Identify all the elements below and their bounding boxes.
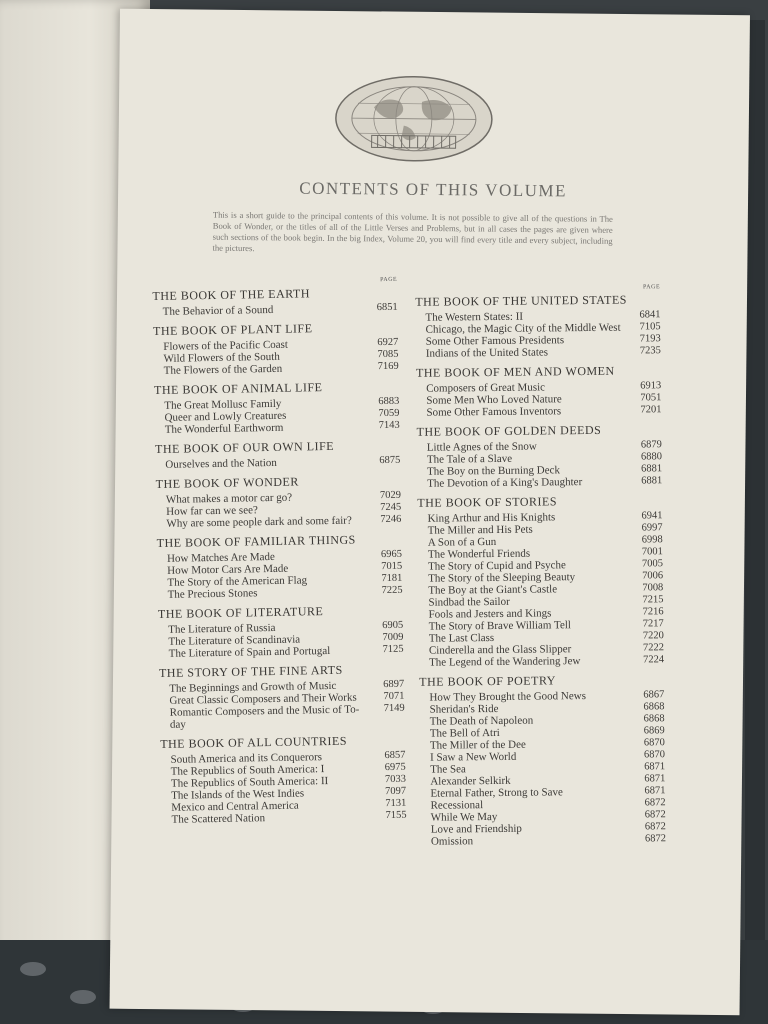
entry-title: How Matches Are Made: [166, 550, 275, 565]
entry-page-number: 7105: [639, 321, 661, 333]
entry-page-number: 6870: [643, 737, 665, 749]
entry-title: The Flowers of the Garden: [163, 362, 283, 377]
entry-page-number: 6883: [378, 395, 400, 408]
entry-title: Fools and Jesters and Kings: [428, 607, 552, 621]
entry-title: Ourselves and the Nation: [165, 456, 277, 471]
entry-title: Eternal Father, Strong to Save: [430, 786, 563, 800]
entry-page-number: 6905: [382, 619, 404, 632]
contents-page: [110, 9, 750, 1016]
entry-title: The Wonderful Earthworm: [164, 421, 284, 436]
entry-page-number: 6881: [640, 463, 663, 475]
contents-section: [157, 532, 403, 601]
contents-section: [154, 379, 400, 436]
entry-page-number: 7246: [380, 513, 402, 526]
entry-page-number: 7216: [642, 606, 664, 618]
entry-page-number: 7051: [640, 392, 662, 404]
section-title: THE BOOK OF GOLDEN DEEDS: [416, 422, 602, 439]
entry-page-number: 7245: [380, 501, 402, 514]
contents-section: [156, 473, 402, 530]
section-title: THE BOOK OF MEN AND WOMEN: [415, 363, 615, 380]
entry-title: The Literature of Russia: [168, 621, 276, 636]
entry-page-number: 6875: [379, 454, 401, 467]
entry-title: The Story of Brave William Tell: [428, 619, 572, 633]
entry-page-number: 6872: [644, 797, 666, 809]
section-title: THE BOOK OF ALL COUNTRIES: [160, 733, 348, 751]
entry-title: Some Men Who Loved Nature: [426, 393, 562, 407]
entry-title: Chicago, the Magic City of the Middle West: [425, 321, 621, 336]
entry-title: Queer and Lowly Creatures: [164, 409, 287, 424]
entry-title: How They Brought the Good News: [429, 690, 587, 704]
entry-title: The Story of the Sleeping Beauty: [428, 571, 576, 585]
page-column-label: PAGE: [642, 284, 661, 291]
section-title: THE BOOK OF ANIMAL LIFE: [153, 380, 323, 398]
section-title: THE BOOK OF OUR OWN LIFE: [154, 438, 335, 457]
entry-page-number: 7125: [382, 643, 404, 656]
entry-title: The Scattered Nation: [171, 812, 266, 826]
entry-page-number: 6857: [384, 749, 406, 762]
entry-page-number: 7059: [378, 407, 400, 420]
section-title: THE BOOK OF WONDER: [155, 474, 299, 492]
entry-page-number: 7215: [642, 594, 664, 606]
contents-entry: [426, 345, 661, 359]
entry-title: Indians of the United States: [425, 346, 549, 360]
entry-title: The Death of Napoleon: [429, 714, 534, 728]
entry-title: The Western States: II: [425, 310, 524, 324]
entry-title: The Tale of a Slave: [426, 452, 513, 466]
entry-page-number: 6997: [641, 522, 663, 534]
contents-entry: [426, 404, 661, 418]
entry-title: The Islands of the West Indies: [171, 787, 305, 802]
contents-entry: [165, 455, 400, 471]
contents-entry: [429, 654, 664, 668]
entry-title: The Story of the American Flag: [167, 574, 308, 589]
entry-title: How Motor Cars Are Made: [167, 562, 289, 577]
section-title: THE BOOK OF FAMILIAR THINGS: [156, 532, 356, 551]
section-title: THE BOOK OF LITERATURE: [157, 604, 324, 622]
entry-title: I Saw a New World: [429, 750, 517, 764]
entry-page-number: 6868: [643, 713, 665, 725]
entry-title: South America and its Conquerors: [170, 751, 323, 766]
entry-page-number: 6965: [380, 548, 403, 561]
entry-title: The Miller of the Dee: [429, 738, 526, 752]
entry-title: Romantic Composers and the Music of To-day: [169, 703, 360, 731]
entry-page-number: 7008: [642, 582, 664, 594]
entry-title: Little Agnes of the Snow: [426, 440, 537, 454]
entry-page-number: 6880: [640, 451, 662, 463]
entry-title: The Beginnings and Growth of Music: [169, 679, 337, 695]
contents-section: [415, 292, 661, 360]
entry-page-number: 7193: [639, 333, 661, 345]
entry-page-number: 6851: [376, 301, 398, 314]
section-title: THE BOOK OF POETRY: [419, 673, 557, 689]
entry-page-number: 7071: [383, 690, 405, 703]
right-column: [415, 284, 666, 854]
section-title: THE BOOK OF THE EARTH: [152, 286, 311, 304]
contents-entry: [427, 475, 662, 489]
contents-entry: [170, 703, 405, 731]
entry-page-number: 7029: [379, 489, 402, 502]
entry-title: The Sea: [430, 763, 466, 776]
entry-title: The Devotion of a King's Daughter: [427, 476, 583, 490]
entry-page-number: 6941: [641, 510, 663, 522]
entry-page-number: 7224: [642, 654, 665, 666]
section-title: THE BOOK OF THE UNITED STATES: [415, 292, 627, 309]
page-title: CONTENTS OF THIS VOLUME: [299, 178, 568, 201]
entry-title: Wild Flowers of the South: [163, 350, 280, 365]
entry-page-number: 7222: [642, 642, 664, 654]
entry-title: Composers of Great Music: [426, 381, 546, 395]
section-title: THE STORY OF THE FINE ARTS: [158, 662, 343, 680]
entry-title: The Republics of South America: II: [170, 775, 329, 790]
contents-section: [160, 733, 407, 826]
entry-page-number: 6868: [643, 701, 665, 713]
entry-title: Sindbad the Sailor: [428, 595, 510, 609]
section-title: THE BOOK OF STORIES: [417, 494, 558, 510]
entry-title: Alexander Selkirk: [430, 774, 511, 788]
left-column: [152, 277, 407, 832]
contents-section: [158, 603, 404, 660]
entry-title: The Bell of Atri: [429, 726, 500, 740]
entry-page-number: 7225: [381, 584, 403, 597]
entry-title: The Literature of Scandinavia: [168, 633, 301, 648]
entry-page-number: 7005: [641, 558, 664, 570]
entry-page-number: 7155: [385, 809, 407, 822]
entry-title: King Arthur and His Knights: [427, 511, 556, 525]
entry-title: A Son of a Gun: [427, 535, 497, 549]
entry-page-number: 7001: [641, 546, 663, 558]
intro-paragraph: This is a short guide to the principal contents of this volume. It is not possible to give all of the questions in The Book of Wonder, or the titles of all of the Little Verses and Problems, but in all cases the pages are given where such sections of the book begin. In the big Index, Volume 20, you will find every title and every subject, including the pictures.: [212, 209, 613, 254]
entry-title: The Behavior of a Sound: [162, 303, 274, 318]
entry-page-number: 6871: [644, 761, 666, 773]
entry-title: Flowers of the Pacific Coast: [163, 338, 289, 353]
entry-title: Sheridan's Ride: [429, 702, 499, 716]
entry-page-number: 7033: [384, 773, 406, 786]
entry-page-number: 6879: [640, 439, 662, 451]
entry-page-number: 7235: [639, 345, 661, 357]
contents-entry: [431, 833, 666, 847]
contents-section: [417, 422, 663, 490]
entry-page-number: 7217: [642, 618, 664, 630]
entry-title: Some Other Famous Presidents: [425, 334, 565, 348]
entry-page-number: 7131: [385, 797, 407, 810]
entry-title: How far can we see?: [166, 504, 258, 518]
entry-page-number: 6913: [640, 380, 662, 392]
entry-page-number: 7201: [640, 404, 662, 416]
entry-page-number: 7097: [385, 785, 407, 798]
entry-page-number: 6869: [643, 725, 665, 737]
entry-title: The Great Mollusc Family: [164, 397, 282, 412]
entry-title: What makes a motor car go?: [165, 491, 293, 506]
entry-title: The Literature of Spain and Portugal: [168, 645, 331, 660]
section-title: THE BOOK OF PLANT LIFE: [152, 321, 313, 339]
entry-page-number: 7220: [642, 630, 664, 642]
globe-icon: [333, 73, 494, 165]
page-column-label: PAGE: [380, 276, 398, 284]
entry-title: Recessional: [430, 799, 484, 812]
entry-title: The Boy on the Burning Deck: [426, 464, 561, 478]
entry-page-number: 6872: [644, 809, 666, 821]
entry-page-number: 6881: [641, 475, 663, 487]
entry-title: While We May: [430, 810, 498, 824]
contents-section: [152, 285, 397, 318]
entry-page-number: 6870: [643, 749, 666, 761]
contents-section: [417, 493, 664, 669]
entry-title: Great Classic Composers and Their Works: [169, 691, 357, 707]
entry-page-number: 6841: [639, 309, 661, 321]
entry-page-number: 6867: [643, 689, 665, 701]
entry-title: Omission: [430, 835, 474, 848]
entry-page-number: 7015: [381, 560, 403, 573]
entry-title: Cinderella and the Glass Slipper: [428, 643, 572, 657]
entry-title: The Miller and His Pets: [427, 523, 533, 537]
entry-page-number: 6927: [377, 336, 399, 349]
entry-title: Some Other Famous Inventors: [426, 405, 562, 419]
entry-title: The Last Class: [428, 631, 495, 645]
entry-page-number: 7143: [378, 419, 400, 432]
entry-title: Mexico and Central America: [171, 799, 299, 814]
entry-page-number: 7085: [377, 348, 399, 361]
entry-title: The Legend of the Wandering Jew: [428, 655, 581, 669]
entry-page-number: 7181: [381, 572, 403, 585]
contents-section: [159, 662, 405, 731]
entry-page-number: 7149: [383, 702, 405, 715]
entry-title: The Story of Cupid and Psyche: [427, 559, 566, 573]
entry-title: The Republics of South America: I: [170, 763, 325, 778]
entry-page-number: 6872: [644, 833, 666, 845]
entry-page-number: 6871: [644, 785, 666, 797]
entry-page-number: 7169: [377, 360, 399, 373]
entry-page-number: 6998: [641, 534, 663, 546]
entry-title: Why are some people dark and some fair?: [166, 514, 352, 530]
entry-page-number: 6975: [384, 761, 406, 774]
entry-page-number: 6872: [644, 821, 666, 833]
entry-title: The Wonderful Friends: [427, 547, 531, 561]
entry-page-number: 7009: [382, 631, 404, 644]
entry-title: The Boy at the Giant's Castle: [428, 583, 558, 597]
entry-title: Love and Friendship: [430, 822, 522, 836]
entry-title: The Precious Stones: [167, 587, 258, 601]
entry-page-number: 7006: [642, 570, 664, 582]
entry-page-number: 6897: [383, 678, 405, 691]
contents-section: [155, 438, 400, 471]
contents-section: [416, 363, 662, 419]
contents-section: [153, 320, 399, 377]
entry-page-number: 6871: [644, 773, 666, 785]
contents-entry: [163, 302, 398, 318]
contents-section: [419, 672, 666, 848]
